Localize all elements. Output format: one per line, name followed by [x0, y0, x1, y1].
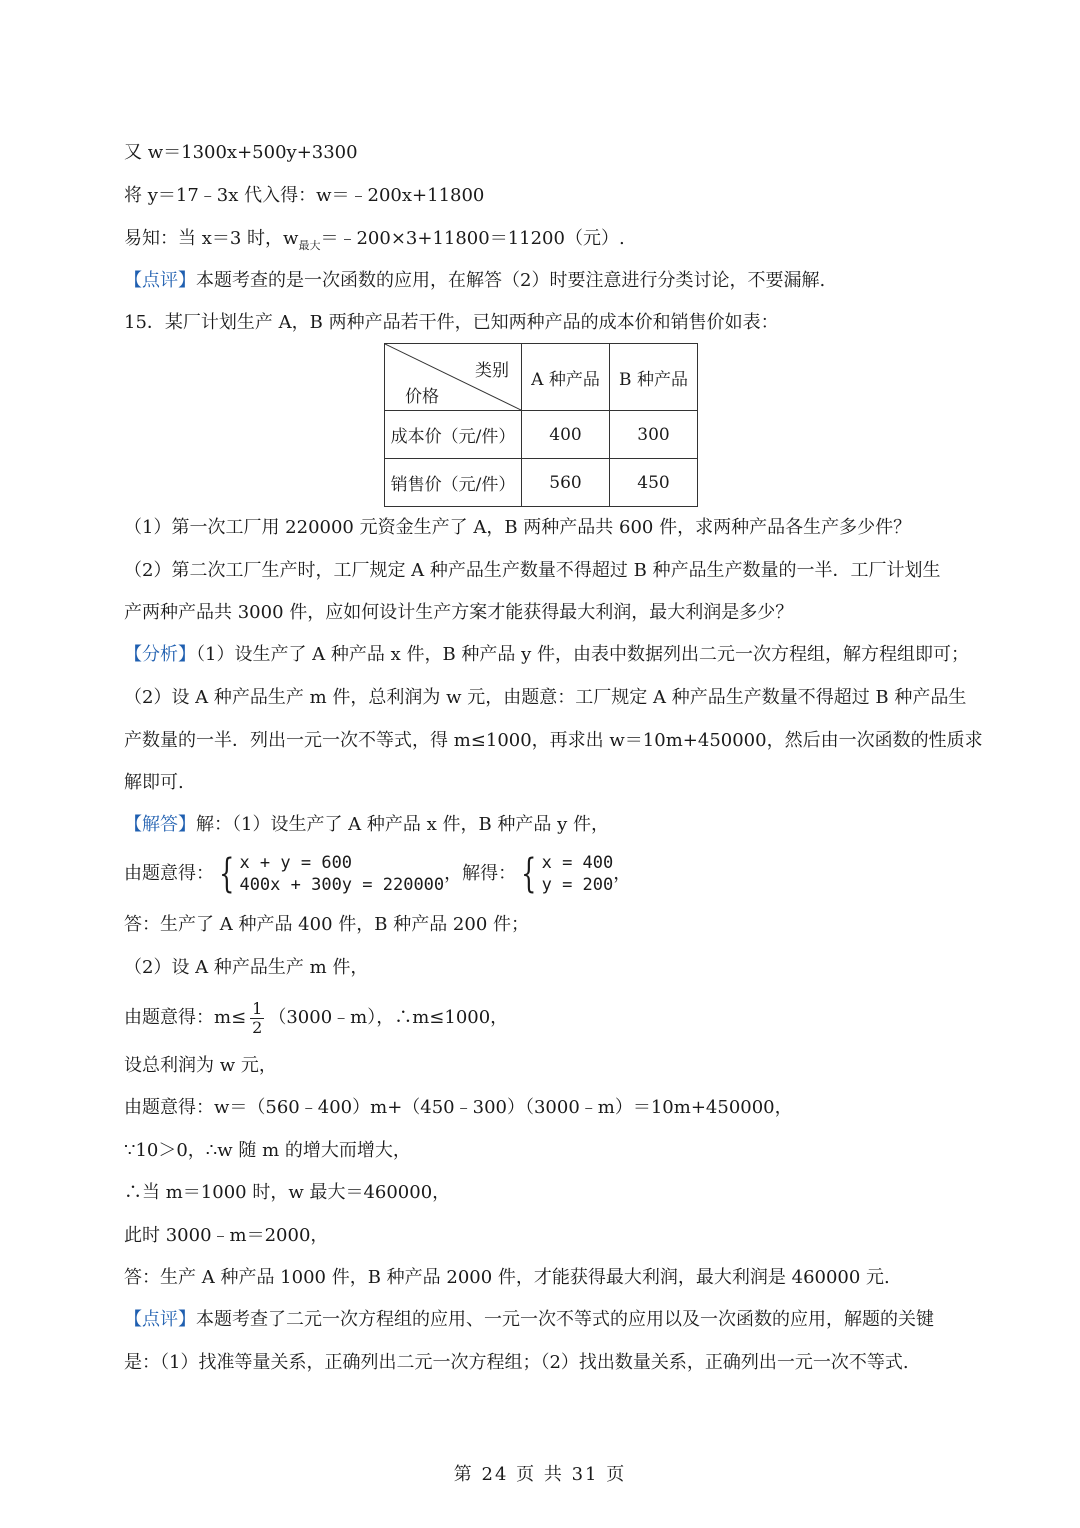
prev-line-3-sub: 最大 [298, 239, 321, 252]
review-line-1 [124, 1307, 934, 1333]
equation-system-2 [542, 852, 614, 896]
q15-part1: （1）第一次工厂用 220000 元资金生产了 A，B 两种产品共 600 件，求两种产品各生产多少件？ [124, 517, 912, 538]
col-header-a: A 种产品 [522, 344, 610, 411]
eq-prefix: 由题意得： [124, 863, 214, 884]
frac-num: 1 [252, 998, 263, 1018]
part2-line-8: 答：生产 A 种产品 1000 件，B 种产品 2000 件，才能获得最大利润，最大利润是 460000 元. [124, 1267, 890, 1288]
eq1-row1: x + y = 600 [239, 853, 353, 873]
table-row [385, 459, 698, 507]
prev-line-3 [124, 226, 625, 254]
table-diag-header [385, 344, 522, 411]
part2-line-7: 此时 3000﹣m＝2000， [124, 1225, 329, 1246]
answer-1: 答：生产了 A 种产品 400 件，B 种产品 200 件； [124, 914, 529, 935]
part2-line-3: 设总利润为 w 元， [124, 1055, 277, 1076]
eq2-row1: x = 400 [541, 853, 614, 873]
cell-a: 560 [522, 459, 610, 507]
diag-top-label: 类别 [475, 361, 509, 381]
eq1-row2: 400x + 300y = 220000 [239, 875, 445, 895]
analysis-line-3: 产数量的一半．列出一元一次不等式，得 m≤1000，再求出 w＝10m+450000，然后由一次函数的性质求 [124, 730, 983, 751]
answer-text-1: 解：（1）设生产了 A 种产品 x 件，B 种产品 y 件， [196, 814, 610, 835]
price-table [384, 343, 698, 507]
prev-line-1: 又 w＝1300x+500y+3300 [124, 142, 358, 163]
inequality-line [124, 996, 508, 1040]
col-header-b: B 种产品 [610, 344, 698, 411]
part2-line-6: ∴当 m＝1000 时，w 最大＝460000， [124, 1182, 451, 1203]
q15-part2-line1: （2）第二次工厂生产时，工厂规定 A 种产品生产数量不得超过 B 种产品生产数量的一半．工厂计划生 [124, 560, 941, 581]
row-label: 销售价（元/件） [385, 459, 522, 507]
review-text-1: 本题考查了二元一次方程组的应用、一元一次不等式的应用以及一次函数的应用，解题的关键 [196, 1309, 934, 1330]
analysis-line-4: 解即可. [124, 772, 184, 793]
cell-b: 300 [610, 411, 698, 459]
diag-bottom-label: 价格 [405, 387, 439, 407]
part2-line-1: （2）设 A 种产品生产 m 件， [124, 957, 369, 978]
prev-line-2: 将 y＝17﹣3x 代入得：w＝﹣200x+11800 [124, 185, 485, 206]
analysis-tag: 【分析】 [124, 644, 196, 665]
prev-line-3-b: ＝﹣200×3+11800＝11200（元）. [320, 228, 625, 249]
equation-system-line [124, 850, 631, 898]
cell-b: 450 [610, 459, 698, 507]
prev-review [124, 268, 825, 294]
left-brace-icon: { [219, 851, 235, 897]
ineq-suffix: （3000﹣m），∴m≤1000， [268, 1007, 509, 1028]
fraction-one-half [250, 1000, 264, 1037]
part2-line-5: ∵10＞0，∴w 随 m 的增大而增大， [124, 1140, 411, 1161]
analysis-line-2: （2）设 A 种产品生产 m 件，总利润为 w 元，由题意：工厂规定 A 种产品生产数量不得超过 B 种产品生 [124, 687, 967, 708]
analysis-text-1: （1）设生产了 A 种产品 x 件，B 种产品 y 件，由表中数据列出二元一次方程组，解方程组即可； [196, 644, 970, 665]
frac-den: 2 [252, 1017, 263, 1037]
row-label: 成本价（元/件） [385, 411, 522, 459]
part2-line-4: 由题意得：w＝（560﹣400）m+（450﹣300）（3000﹣m）＝10m+450000， [124, 1097, 793, 1118]
answer-tag: 【解答】 [124, 814, 196, 835]
page-footer: 第 24 页 共 31 页 [453, 1464, 627, 1485]
ineq-prefix: 由题意得：m≤ [124, 1007, 247, 1028]
q15-stem: 15．某厂计划生产 A，B 两种产品若干件，已知两种产品的成本价和销售价如表： [124, 312, 779, 333]
left-brace-icon: { [521, 851, 537, 897]
table-row [385, 411, 698, 459]
cell-a: 400 [522, 411, 610, 459]
eq-mid: ，解得： [444, 863, 517, 884]
analysis-line-1 [124, 642, 969, 668]
eq-end: ， [613, 863, 632, 884]
prev-line-3-a: 易知：当 x＝3 时，w [124, 228, 299, 249]
review-tag-2: 【点评】 [124, 1309, 196, 1330]
answer-line-1 [124, 812, 609, 838]
q15-part2-line2: 产两种产品共 3000 件，应如何设计生产方案才能获得最大利润，最大利润是多少？ [124, 602, 794, 623]
review-text: 本题考查的是一次函数的应用，在解答（2）时要注意进行分类讨论，不要漏解. [196, 270, 826, 291]
eq2-row2: y = 200 [541, 875, 614, 895]
review-line-2: 是：（1）找准等量关系，正确列出二元一次方程组；（2）找出数量关系，正确列出一元一次不等式. [124, 1352, 909, 1373]
review-tag: 【点评】 [124, 270, 196, 291]
equation-system-1 [239, 852, 444, 896]
